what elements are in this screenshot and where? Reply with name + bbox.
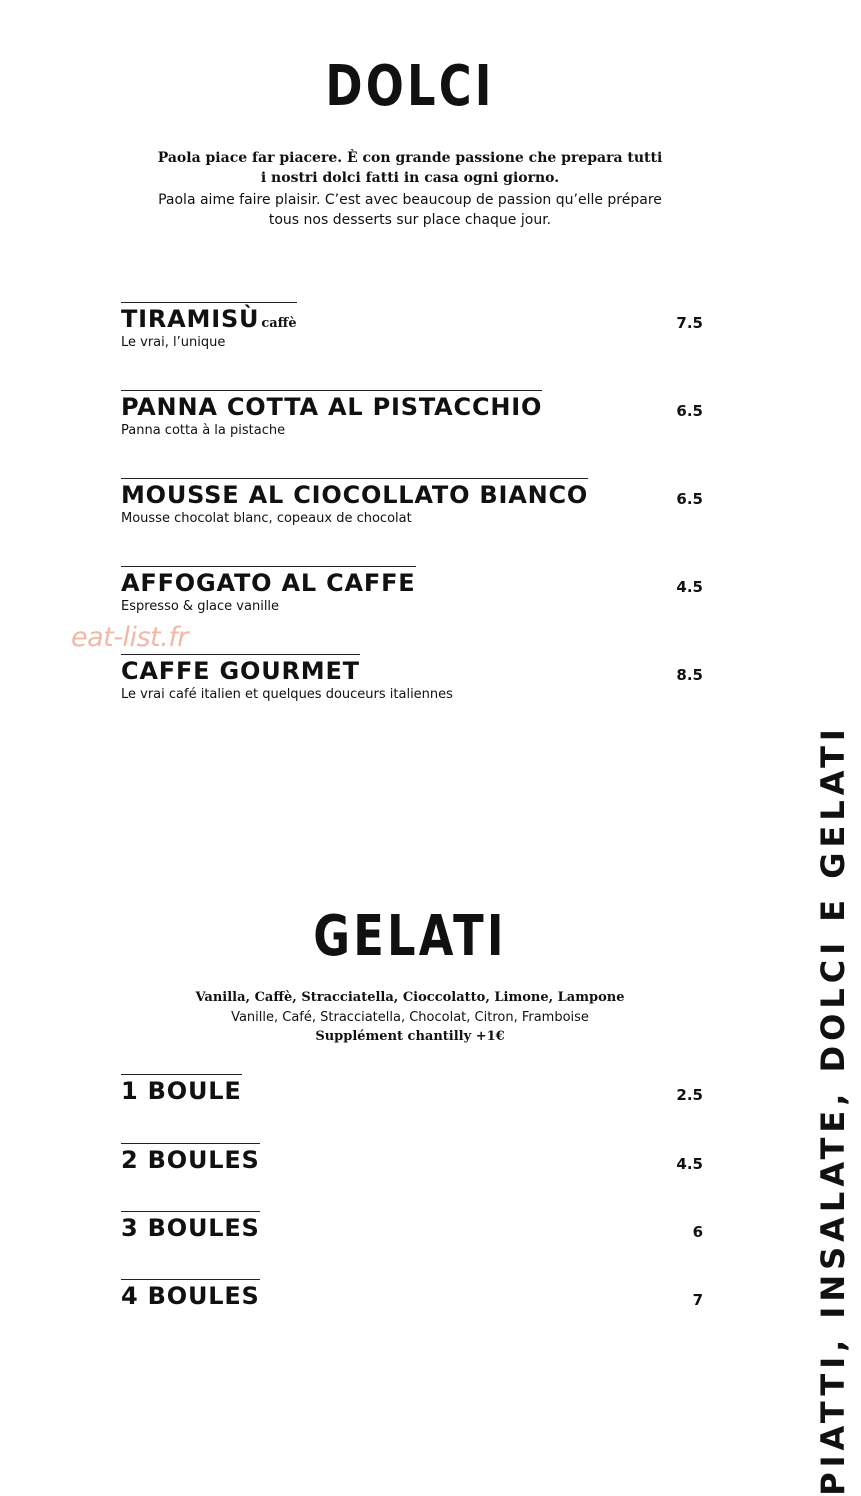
item-rule [121,1074,242,1105]
supplement-note: Supplément chantilly +1€ [315,1029,505,1044]
item-description: Panna cotta à la pistache [121,423,286,438]
item-price: 4.5 [676,1155,703,1173]
item-rule [121,390,542,421]
item-rule [121,1279,260,1310]
menu-item [121,654,703,704]
item-rule [121,654,360,685]
gelati-intro [0,988,820,1047]
item-name: 4 BOULES [121,1282,260,1310]
dolci-intro [0,148,820,230]
item-description: Espresso & glace vanille [121,599,280,614]
item-rule [121,1211,260,1242]
intro-fr-line-1: Paola aime faire plaisir. C’est avec beaucoup de passion qu’elle prépare [158,192,662,208]
item-price: 6.5 [676,490,703,508]
item-price: 4.5 [676,578,703,596]
item-name: AFFOGATO AL CAFFE [121,569,416,597]
item-name: PANNA COTTA AL PISTACCHIO [121,393,543,421]
item-description: Le vrai café italien et quelques douceurs italiennes [121,687,453,702]
item-description: Mousse chocolat blanc, copeaux de chocolat [121,511,412,526]
item-name: CAFFE GOURMET [121,657,360,685]
gelati-title: GELATI [313,904,507,969]
item-price: 7.5 [676,314,703,332]
menu-item [121,566,703,616]
item-price: 6 [692,1223,703,1241]
item-price: 6.5 [676,402,703,420]
flavors-fr: Vanille, Café, Stracciatella, Chocolat, Citron, Framboise [231,1010,589,1025]
item-name: 1 BOULE [121,1077,242,1105]
menu-item [121,390,703,440]
menu-item [121,1143,703,1174]
item-name: MOUSSE AL CIOCOLLATO BIANCO [121,481,589,509]
side-heading: PIATTI, INSALATE, DOLCI E GELATI [814,724,852,1496]
item-description: Le vrai, l’unique [121,335,226,350]
item-price: 8.5 [676,666,703,684]
intro-fr-line-2: tous nos desserts sur place chaque jour. [268,212,552,228]
item-name: 2 BOULES [121,1146,260,1174]
flavors-it: Vanilla, Caffè, Stracciatella, Cioccolatto, Limone, Lampone [195,990,625,1005]
menu-item [121,1074,703,1105]
item-rule [121,566,416,597]
menu-item [121,1279,703,1310]
menu-item [121,1211,703,1242]
item-name: 3 BOULES [121,1214,260,1242]
item-price: 2.5 [676,1086,703,1104]
item-rule [121,478,588,509]
item-rule [121,1143,260,1174]
menu-item [121,478,703,528]
intro-it-line-1: Paola piace far piacere. È con grande passione che prepara tutti [157,150,663,166]
item-suffix: caffè [261,316,297,331]
item-rule [121,302,297,333]
watermark: eat-list.fr [71,622,188,653]
item-name: TIRAMISÙ [121,305,260,333]
intro-it-line-2: i nostri dolci fatti in casa ogni giorno. [260,170,560,186]
item-price: 7 [692,1291,703,1309]
dolci-title: DOLCI [325,54,495,119]
menu-item [121,302,703,352]
